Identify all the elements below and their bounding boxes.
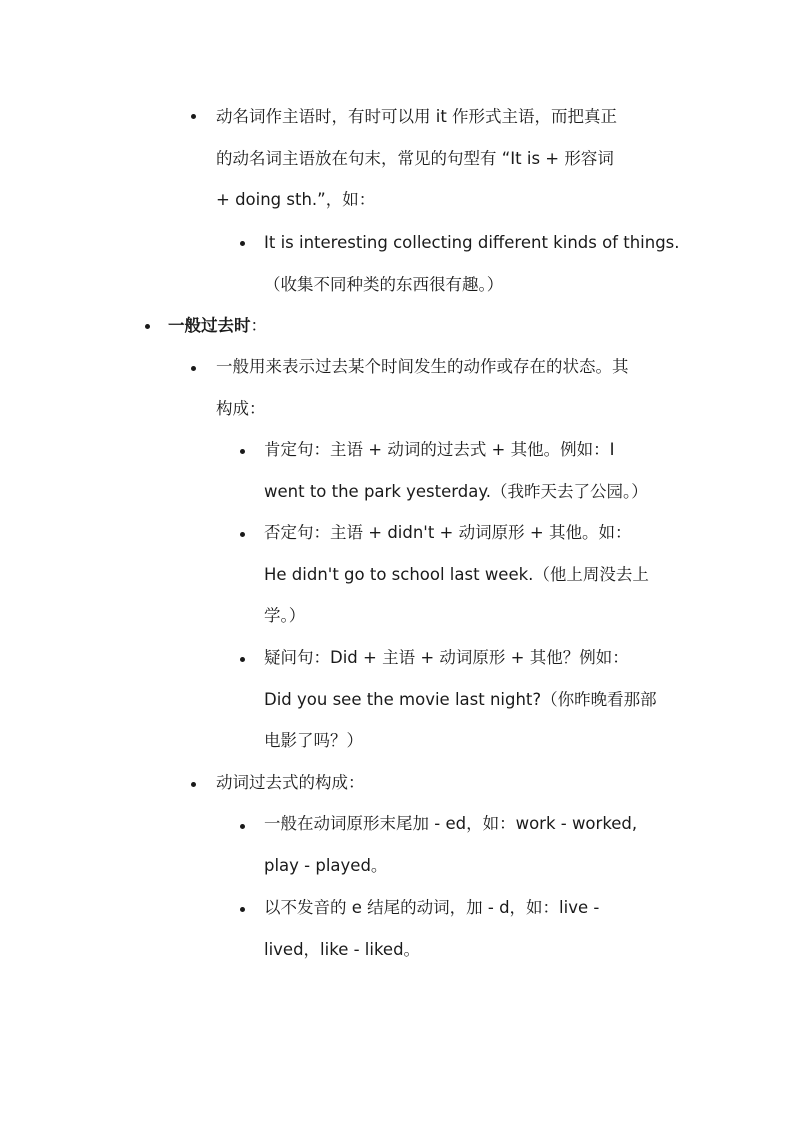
list-item: [264, 429, 648, 512]
heading-colon: ：: [250, 316, 267, 335]
text-line: 动词过去式的构成：: [216, 773, 365, 792]
list-item: [216, 346, 629, 429]
bullet-icon: [240, 449, 245, 454]
list-item: [264, 887, 599, 970]
text-line: went to the park yesterday.（我昨天去了公园。）: [264, 481, 648, 501]
text-line: 否定句：主语 + didn't + 动词原形 + 其他。如：: [264, 523, 632, 542]
list-item: [216, 762, 365, 804]
section-heading: [168, 305, 267, 347]
text-line: 的动名词主语放在句末，常见的句型有 “It is + 形容词: [216, 148, 614, 168]
list-item: [264, 637, 657, 762]
text-line: He didn't go to school last week.（他上周没去上: [264, 564, 649, 584]
text-line: 肯定句：主语 + 动词的过去式 + 其他。例如：I: [264, 440, 615, 459]
text-line: 一般在动词原形末尾加 - ed，如：work - worked,: [264, 814, 638, 833]
bullet-icon: [240, 657, 245, 662]
list-item: [264, 803, 637, 886]
bullet-icon: [191, 114, 196, 119]
bullet-icon: [240, 907, 245, 912]
text-line: 动名词作主语时，有时可以用 it 作形式主语，而把真正: [216, 107, 618, 126]
bullet-icon: [240, 824, 245, 829]
list-item: [264, 222, 680, 305]
text-line: play - played。: [264, 855, 388, 875]
heading-text: 一般过去时: [168, 316, 251, 335]
text-line: （收集不同种类的东西很有趣。）: [264, 274, 504, 294]
text-line: 以不发音的 e 结尾的动词，加 - d，如：live -: [264, 898, 600, 917]
list-item: [216, 96, 617, 221]
bullet-icon: [240, 532, 245, 537]
bullet-icon: [191, 782, 196, 787]
text-line: It is interesting collecting different kinds of things.: [264, 233, 680, 252]
bullet-icon: [240, 241, 245, 246]
bullet-icon: [145, 324, 150, 329]
text-line: 电影了吗？）: [264, 731, 363, 750]
text-line: + doing sth.”，如：: [216, 190, 376, 209]
list-item: [264, 512, 649, 637]
text-line: 构成：: [216, 398, 266, 418]
bullet-icon: [191, 366, 196, 371]
text-line: Did you see the movie last night?（你昨晚看那部: [264, 689, 657, 709]
text-line: 一般用来表示过去某个时间发生的动作或存在的状态。其: [216, 357, 629, 376]
text-line: lived，like - liked。: [264, 939, 421, 959]
text-line: 学。）: [264, 606, 306, 625]
text-line: 疑问句：Did + 主语 + 动词原形 + 其他？例如：: [264, 648, 629, 667]
